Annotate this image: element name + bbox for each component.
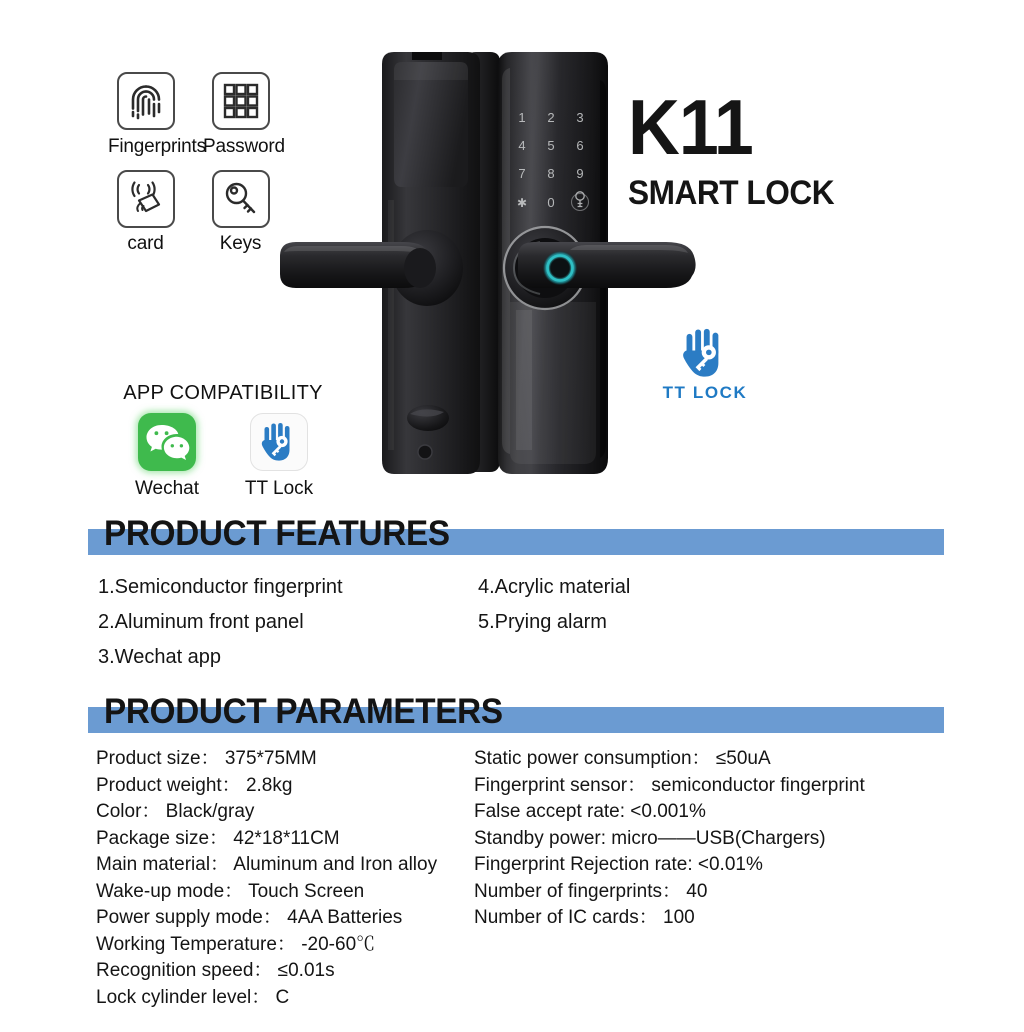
product-type: SMART LOCK	[628, 173, 835, 212]
parameters-band	[88, 690, 944, 740]
svg-text:6: 6	[576, 138, 584, 153]
parameter-item: Fingerprint Rejection rate: <0.01%	[474, 854, 763, 875]
parameter-item: Number of IC cards： 100	[474, 907, 695, 928]
svg-text:7: 7	[518, 166, 526, 181]
ttlock-brand-text: TT LOCK	[662, 383, 748, 402]
fingerprint-icon	[117, 72, 175, 130]
unlock-method-keys	[203, 170, 278, 255]
svg-text:1: 1	[518, 110, 526, 125]
parameters-column-left	[96, 746, 474, 1011]
svg-text:9: 9	[576, 166, 584, 181]
parameter-item: Number of fingerprints： 40	[474, 880, 708, 902]
feature-item: 2.Aluminum front panel	[98, 611, 304, 633]
wechat-icon	[138, 413, 196, 471]
feature-item: 3.Wechat app	[98, 646, 222, 668]
features-heading: PRODUCT FEATURES	[104, 514, 450, 553]
parameter-item: Main material： Aluminum and Iron alloy	[96, 854, 438, 875]
svg-text:0: 0	[547, 195, 555, 210]
features-list	[98, 570, 948, 675]
lock-back-handle	[280, 230, 463, 306]
thumb-turn-knob	[407, 405, 449, 431]
svg-text:5: 5	[547, 138, 555, 153]
parameter-item: Power supply mode： 4AA Batteries	[96, 907, 403, 928]
app-wechat	[129, 413, 205, 500]
parameters-heading: PRODUCT PARAMETERS	[104, 692, 503, 731]
svg-text:2: 2	[547, 110, 555, 125]
feature-item: 4.Acrylic material	[478, 576, 631, 598]
key-icon	[212, 170, 270, 228]
unlock-method-password	[203, 72, 285, 158]
keypad-icon	[212, 72, 270, 130]
unlock-method-fingerprints	[108, 72, 206, 158]
parameter-item: Wake-up mode： Touch Screen	[96, 880, 365, 902]
parameter-item: Fingerprint sensor： semiconductor fingerprint	[474, 774, 865, 796]
svg-text:8: 8	[547, 166, 555, 181]
unlock-method-label: Keys	[219, 233, 262, 254]
app-label: Wechat	[134, 478, 200, 499]
product-image-smart-lock	[270, 40, 700, 500]
product-parameters-section	[0, 690, 1024, 1008]
fingerprint-sensor	[543, 251, 577, 285]
features-band	[88, 512, 944, 562]
parameters-list	[96, 746, 976, 1011]
parameter-item: Color： Black/gray	[96, 801, 255, 822]
parameter-item: Static power consumption： ≤50uA	[474, 748, 771, 769]
product-features-section	[0, 512, 1024, 668]
features-column-right	[478, 570, 858, 675]
parameter-item: Package size： 42*18*11CM	[96, 827, 340, 849]
product-model: K11	[628, 83, 753, 171]
svg-text:4: 4	[518, 138, 526, 153]
parameter-item: Lock cylinder level： C	[96, 986, 290, 1008]
parameter-item: Working Temperature： -20-60℃	[96, 933, 376, 955]
feature-item: 5.Prying alarm	[478, 611, 607, 633]
hero-section	[0, 0, 1024, 512]
unlock-method-label: Password	[203, 136, 285, 157]
feature-item: 1.Semiconductor fingerprint	[98, 576, 343, 598]
unlock-method-label: card	[127, 233, 164, 254]
parameter-item: Product size： 375*75MM	[96, 748, 317, 769]
features-column-left	[98, 570, 478, 675]
app-label: TT Lock	[244, 478, 314, 499]
parameter-item: False accept rate: <0.001%	[474, 801, 706, 822]
parameter-item: Recognition speed： ≤0.01s	[96, 960, 335, 981]
app-compatibility-title: APP COMPATIBILITY	[123, 382, 323, 404]
rfid-card-icon	[117, 170, 175, 228]
parameters-column-right	[474, 746, 944, 1011]
svg-text:3: 3	[576, 110, 584, 125]
unlock-method-label: Fingerprints	[108, 136, 206, 157]
parameter-item: Product weight： 2.8kg	[96, 774, 293, 796]
unlock-method-card	[108, 170, 183, 255]
parameter-item: Standby power: micro——USB(Chargers)	[474, 827, 826, 849]
svg-text:✱: ✱	[516, 196, 528, 210]
